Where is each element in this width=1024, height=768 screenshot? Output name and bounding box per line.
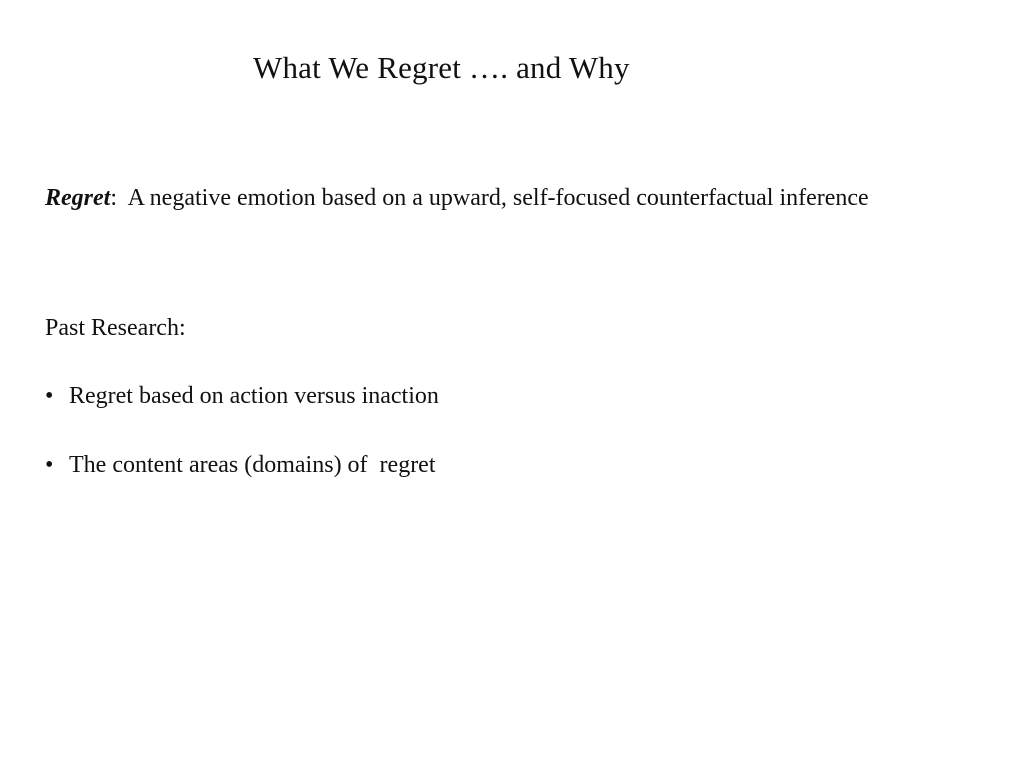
bullet-marker: • xyxy=(45,452,54,478)
definition-text: A negative emotion based on a upward, self-focused counterfactual inference xyxy=(117,185,869,211)
list-item xyxy=(45,449,439,481)
bullet-text: Regret based on action versus inaction xyxy=(69,383,439,409)
definition-paragraph xyxy=(45,180,945,216)
bullet-marker: • xyxy=(45,383,54,409)
definition-term: Regret xyxy=(45,185,111,211)
slide-title: What We Regret …. and Why xyxy=(253,50,630,85)
bullet-text: The content areas (domains) of regret xyxy=(69,452,436,478)
past-research-label: Past Research: xyxy=(45,315,186,341)
bullet-list xyxy=(45,380,439,518)
list-item xyxy=(45,380,439,412)
definition-separator: : xyxy=(110,185,117,211)
